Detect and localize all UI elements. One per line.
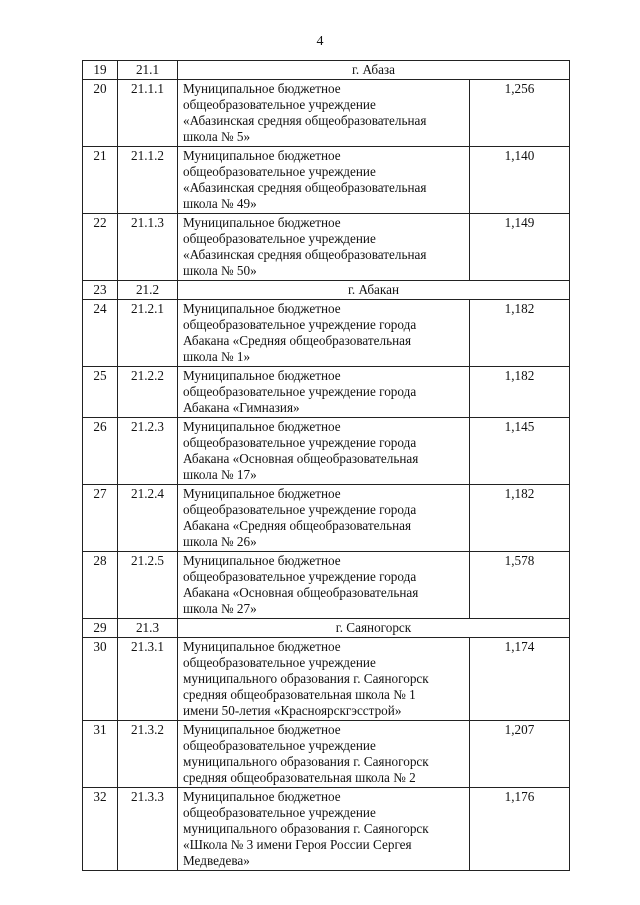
institution-name-line: школа № 49» [183, 196, 257, 211]
coefficient-cell: 1,256 [470, 80, 570, 147]
institution-name-line: Муниципальное бюджетное [183, 419, 341, 434]
item-code-cell: 21.3.3 [118, 788, 178, 871]
coefficient-cell: 1,174 [470, 638, 570, 721]
institution-name-line: средняя общеобразовательная школа № 1 [183, 687, 416, 702]
coefficient-cell: 1,176 [470, 788, 570, 871]
page-number: 4 [316, 34, 324, 49]
row-number-cell: 19 [83, 61, 118, 80]
coefficient-cell: 1,182 [470, 300, 570, 367]
table-row [83, 214, 570, 281]
institution-name-line: Абакана «Средняя общеобразовательная [183, 333, 412, 348]
institution-name-cell [178, 147, 470, 214]
table-row [83, 552, 570, 619]
coefficient-cell: 1,182 [470, 367, 570, 418]
institution-name-line: Муниципальное бюджетное [183, 301, 341, 316]
institution-name-line: Медведева» [183, 853, 250, 868]
item-code-cell: 21.1.3 [118, 214, 178, 281]
institution-name-cell [178, 80, 470, 147]
section-header-row [83, 61, 570, 80]
item-code-cell: 21.2.2 [118, 367, 178, 418]
item-code-cell: 21.3 [118, 619, 178, 638]
row-number-cell: 32 [83, 788, 118, 871]
row-number-cell: 29 [83, 619, 118, 638]
institution-name-line: «Абазинская средняя общеобразовательная [183, 247, 427, 262]
coefficient-cell: 1,207 [470, 721, 570, 788]
coefficient-cell: 1,182 [470, 485, 570, 552]
institution-name-line: Муниципальное бюджетное [183, 789, 341, 804]
institution-name-cell [178, 214, 470, 281]
institution-name-line: Абакана «Средняя общеобразовательная [183, 518, 412, 533]
institution-name-line: школа № 17» [183, 467, 257, 482]
institution-name-line: Муниципальное бюджетное [183, 215, 341, 230]
item-code-cell: 21.2 [118, 281, 178, 300]
section-header-row [83, 619, 570, 638]
item-code-cell: 21.2.3 [118, 418, 178, 485]
row-number-cell: 20 [83, 80, 118, 147]
institution-name-line: общеобразовательное учреждение [183, 231, 376, 246]
city-header-cell: г. Саяногорск [178, 619, 570, 638]
institution-name-line: общеобразовательное учреждение [183, 805, 376, 820]
row-number-cell: 21 [83, 147, 118, 214]
item-code-cell: 21.1.2 [118, 147, 178, 214]
institution-name-cell [178, 788, 470, 871]
institution-name-cell [178, 418, 470, 485]
item-code-cell: 21.3.2 [118, 721, 178, 788]
coefficient-cell: 1,578 [470, 552, 570, 619]
row-number-cell: 28 [83, 552, 118, 619]
item-code-cell: 21.3.1 [118, 638, 178, 721]
institution-name-line: муниципального образования г. Саяногорск [183, 754, 429, 769]
coefficient-cell: 1,145 [470, 418, 570, 485]
institution-name-line: общеобразовательное учреждение города [183, 435, 417, 450]
institution-name-line: «Абазинская средняя общеобразовательная [183, 113, 427, 128]
institution-name-line: Абакана «Гимназия» [183, 400, 300, 415]
table-row [83, 638, 570, 721]
institution-name-cell [178, 485, 470, 552]
institution-name-line: общеобразовательное учреждение города [183, 317, 417, 332]
institution-name-line: Муниципальное бюджетное [183, 553, 341, 568]
institution-name-cell [178, 552, 470, 619]
institution-name-line: Абакана «Основная общеобразовательная [183, 451, 419, 466]
table-row [83, 721, 570, 788]
institution-name-line: школа № 50» [183, 263, 257, 278]
institution-name-line: «Школа № 3 имени Героя России Сергея [183, 837, 412, 852]
row-number-cell: 27 [83, 485, 118, 552]
row-number-cell: 22 [83, 214, 118, 281]
row-number-cell: 25 [83, 367, 118, 418]
city-header-cell: г. Абаза [178, 61, 570, 80]
row-number-cell: 23 [83, 281, 118, 300]
institution-name-line: «Абазинская средняя общеобразовательная [183, 180, 427, 195]
table-row [83, 300, 570, 367]
institution-name-cell [178, 300, 470, 367]
institution-name-line: школа № 1» [183, 349, 251, 364]
row-number-cell: 26 [83, 418, 118, 485]
table-row [83, 367, 570, 418]
institution-name-line: общеобразовательное учреждение города [183, 384, 417, 399]
institution-name-line: общеобразовательное учреждение города [183, 502, 417, 517]
institution-name-line: общеобразовательное учреждение [183, 97, 376, 112]
institution-name-line: Муниципальное бюджетное [183, 81, 341, 96]
institutions-table [82, 60, 570, 871]
item-code-cell: 21.2.5 [118, 552, 178, 619]
institution-name-line: муниципального образования г. Саяногорск [183, 821, 429, 836]
table-body [83, 61, 570, 871]
institution-name-line: Муниципальное бюджетное [183, 148, 341, 163]
institution-name-line: Муниципальное бюджетное [183, 486, 341, 501]
institution-name-line: Муниципальное бюджетное [183, 722, 341, 737]
institution-name-line: муниципального образования г. Саяногорск [183, 671, 429, 686]
institution-name-line: общеобразовательное учреждение [183, 164, 376, 179]
item-code-cell: 21.2.4 [118, 485, 178, 552]
item-code-cell: 21.2.1 [118, 300, 178, 367]
institution-name-line: школа № 26» [183, 534, 257, 549]
city-header-cell: г. Абакан [178, 281, 570, 300]
institution-name-cell [178, 638, 470, 721]
institution-name-line: общеобразовательное учреждение [183, 655, 376, 670]
coefficient-cell: 1,149 [470, 214, 570, 281]
institution-name-line: общеобразовательное учреждение города [183, 569, 417, 584]
section-header-row [83, 281, 570, 300]
row-number-cell: 24 [83, 300, 118, 367]
institution-name-line: имени 50-летия «Красноярскгэсстрой» [183, 703, 402, 718]
coefficient-cell: 1,140 [470, 147, 570, 214]
table-row [83, 485, 570, 552]
item-code-cell: 21.1.1 [118, 80, 178, 147]
table-row [83, 147, 570, 214]
row-number-cell: 31 [83, 721, 118, 788]
institution-name-line: Абакана «Основная общеобразовательная [183, 585, 419, 600]
table-row [83, 80, 570, 147]
institution-name-cell [178, 721, 470, 788]
institution-name-line: Муниципальное бюджетное [183, 639, 341, 654]
institution-name-line: общеобразовательное учреждение [183, 738, 376, 753]
institution-name-cell [178, 367, 470, 418]
table-row [83, 418, 570, 485]
institution-name-line: средняя общеобразовательная школа № 2 [183, 770, 416, 785]
row-number-cell: 30 [83, 638, 118, 721]
institution-name-line: школа № 27» [183, 601, 257, 616]
institution-name-line: Муниципальное бюджетное [183, 368, 341, 383]
table-row [83, 788, 570, 871]
item-code-cell: 21.1 [118, 61, 178, 80]
institution-name-line: школа № 5» [183, 129, 251, 144]
